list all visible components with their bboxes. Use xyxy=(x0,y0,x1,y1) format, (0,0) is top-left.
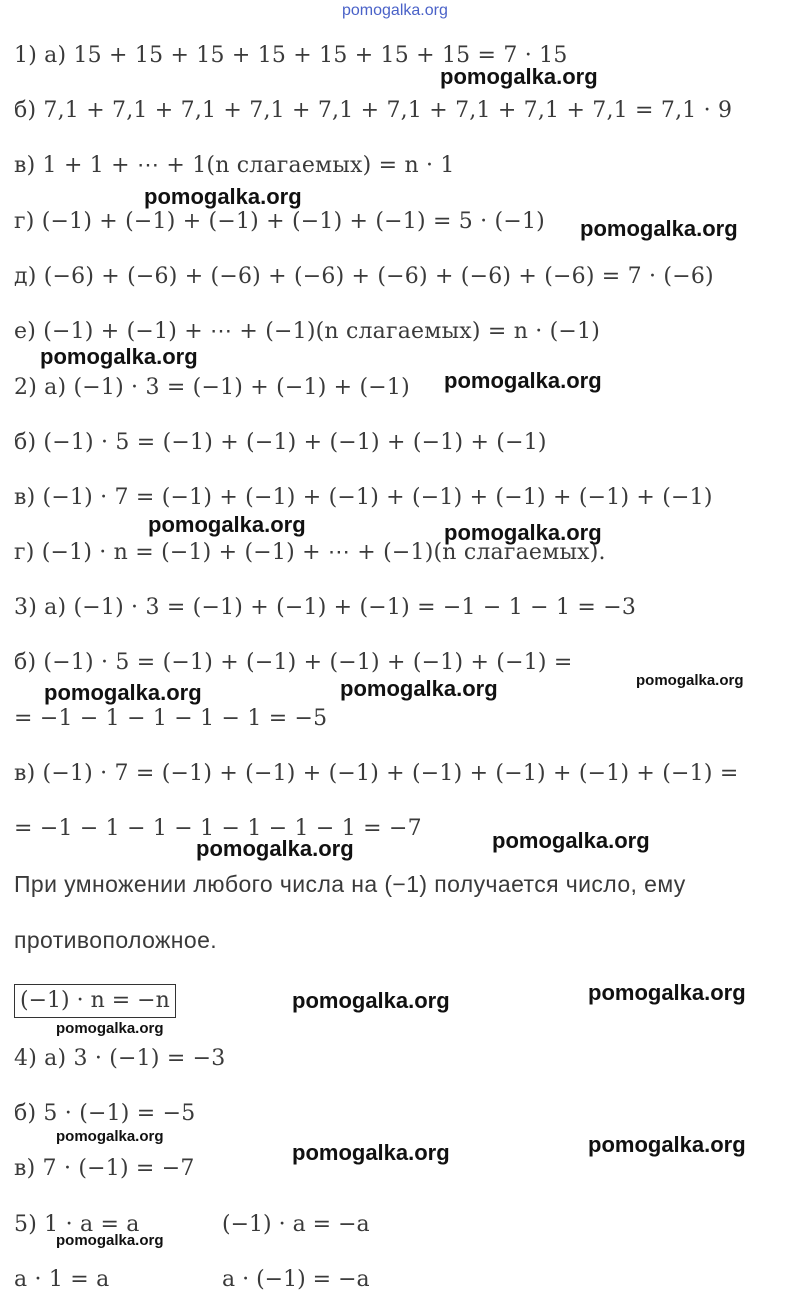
rule-text-1: При умножении любого числа на (−1) получается число, ему xyxy=(14,871,686,897)
line-2g: г) (−1) · n = (−1) + (−1) + ⋯ + (−1)(n слагаемых). xyxy=(14,540,606,565)
line-1b: б) 7,1 + 7,1 + 7,1 + 7,1 + 7,1 + 7,1 + 7,1 + 7,1 + 7,1 = 7,1 · 9 xyxy=(14,98,733,123)
watermark: pomogalka.org xyxy=(56,1232,164,1249)
line-4b: б) 5 · (−1) = −5 xyxy=(14,1101,196,1126)
watermark: pomogalka.org xyxy=(588,1132,746,1157)
watermark: pomogalka.org xyxy=(56,1128,164,1145)
watermark: pomogalka.org xyxy=(292,988,450,1013)
line-5b: a · 1 = a xyxy=(14,1267,110,1292)
line-2b: б) (−1) · 5 = (−1) + (−1) + (−1) + (−1) + (−1) xyxy=(14,430,547,455)
watermark: pomogalka.org xyxy=(440,64,598,89)
boxed-formula: (−1) · n = −n xyxy=(14,984,176,1018)
line-1e: е) (−1) + (−1) + ⋯ + (−1)(n слагаемых) = n · (−1) xyxy=(14,319,601,344)
line-3b-cont: = −1 − 1 − 1 − 1 − 1 = −5 xyxy=(14,706,328,731)
watermark: pomogalka.org xyxy=(196,836,354,861)
watermark: pomogalka.org xyxy=(44,680,202,705)
rule-text-2: противоположное. xyxy=(14,927,218,953)
watermark: pomogalka.org xyxy=(144,184,302,209)
watermark: pomogalka.org xyxy=(492,828,650,853)
watermark: pomogalka.org xyxy=(636,672,744,689)
line-4a: 4) а) 3 · (−1) = −3 xyxy=(14,1046,226,1071)
watermark: pomogalka.org xyxy=(588,980,746,1005)
watermark: pomogalka.org xyxy=(292,1140,450,1165)
watermark: pomogalka.org xyxy=(40,344,198,369)
line-2a: 2) а) (−1) · 3 = (−1) + (−1) + (−1) xyxy=(14,375,410,400)
line-2v: в) (−1) · 7 = (−1) + (−1) + (−1) + (−1) + (−1) + (−1) + (−1) xyxy=(14,485,713,510)
line-4v: в) 7 · (−1) = −7 xyxy=(14,1156,195,1181)
watermark: pomogalka.org xyxy=(444,368,602,393)
line-1d: д) (−6) + (−6) + (−6) + (−6) + (−6) + (−6) + (−6) = 7 · (−6) xyxy=(14,264,714,289)
line-3v: в) (−1) · 7 = (−1) + (−1) + (−1) + (−1) + (−1) + (−1) + (−1) = xyxy=(14,761,739,786)
watermark: pomogalka.org xyxy=(580,216,738,241)
line-5a: 5) 1 · a = a xyxy=(14,1212,140,1237)
watermark: pomogalka.org xyxy=(56,1020,164,1037)
line-5b-right: a · (−1) = −a xyxy=(222,1267,370,1292)
line-5a-right: (−1) · a = −a xyxy=(222,1212,370,1237)
line-3v-cont: = −1 − 1 − 1 − 1 − 1 − 1 − 1 = −7 xyxy=(14,816,422,841)
line-3b: б) (−1) · 5 = (−1) + (−1) + (−1) + (−1) + (−1) = xyxy=(14,650,573,675)
watermark-top: pomogalka.org xyxy=(342,2,448,19)
line-1v: в) 1 + 1 + ⋯ + 1(n слагаемых) = n · 1 xyxy=(14,153,455,178)
line-3a: 3) а) (−1) · 3 = (−1) + (−1) + (−1) = −1 − 1 − 1 = −3 xyxy=(14,595,637,620)
line-1g: г) (−1) + (−1) + (−1) + (−1) + (−1) = 5 · (−1) xyxy=(14,209,545,234)
line-1a: 1) а) 15 + 15 + 15 + 15 + 15 + 15 + 15 = 7 · 15 xyxy=(14,43,568,68)
watermark: pomogalka.org xyxy=(444,520,602,545)
watermark: pomogalka.org xyxy=(340,676,498,701)
watermark: pomogalka.org xyxy=(148,512,306,537)
